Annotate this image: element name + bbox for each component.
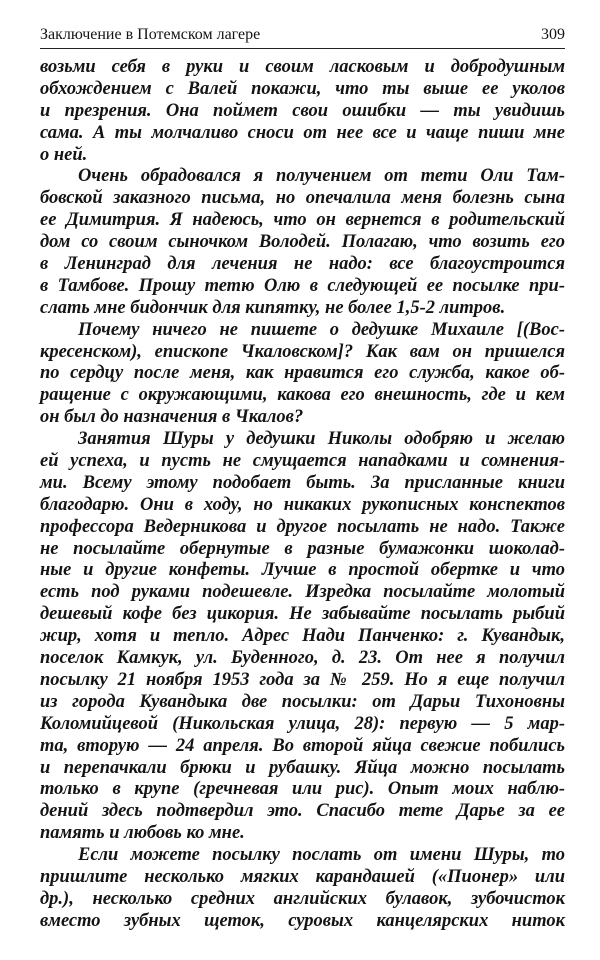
text-line: кресенском), епископе Чкаловском]? Как вам он пришелся (40, 341, 565, 362)
text-line: есть под руками подешевле. Изредка посылайте молотый (40, 582, 565, 603)
running-title: Заключение в Потемском лагере (40, 26, 261, 43)
text-line: та, вторую — 24 апреля. Во второй яйца свежие побились (40, 735, 565, 756)
text-line: дешевый кофе без цикория. Не забывайте посылать рыбий (40, 604, 565, 625)
text-line: бовской заказного письма, но опечалила меня болезнь сына (40, 188, 565, 209)
text-line: и презрения. Она поймет свои ошибки — ты увидишь (40, 100, 565, 121)
page-body (40, 57, 565, 933)
text-line: ращение с окружающими, какова его внешность, где и кем (40, 385, 565, 406)
page-number: 309 (541, 26, 565, 43)
text-line: ми. Всему этому подобает быть. За присланные книги (40, 472, 565, 493)
text-line: жир, хотя и тепло. Адрес Нади Панченко: г. Кувандык, (40, 626, 565, 647)
text-line: посылку 21 ноября 1953 года за № 259. Но я еще получил (40, 669, 565, 690)
paragraph (40, 320, 565, 429)
text-line: Почему ничего не пишете о дедушке Михаиле [(Вос- (78, 319, 565, 340)
text-line: дений здесь подтвердил это. Спасибо тете Дарье за ее (40, 801, 565, 822)
text-line: вместо зубных щеток, суровых канцелярских ниток (40, 910, 565, 931)
text-line: из города Кувандыка две посылки: от Дарьи Тихоновны (40, 691, 565, 712)
text-line: в Ленинград для лечения не надо: все благоустроится (40, 254, 565, 275)
running-header (40, 22, 565, 49)
text-line: по сердцу после меня, как нравится его служба, какое об- (40, 363, 565, 384)
text-line: ее Димитрия. Я надеюсь, что он вернется в родительский (40, 210, 565, 231)
text-line: дом со своим сыночком Володей. Полагаю, что возить его (40, 232, 565, 253)
text-line: Занятия Шуры у дедушки Николы одобряю и желаю (78, 429, 565, 450)
text-line: Коломийцевой (Никольская улица, 28): первую — 5 мар- (40, 713, 565, 734)
text-line: Очень обрадовался я получением от тети Оли Там- (78, 166, 565, 187)
text-line: о ней. (40, 144, 88, 165)
paragraph (40, 845, 565, 933)
paragraph (40, 57, 565, 166)
paragraph (40, 429, 565, 845)
text-line: поселок Камкук, ул. Буденного, д. 23. От нее я получил (40, 648, 565, 669)
text-line: память и любовь ко мне. (40, 823, 245, 844)
text-line: возьми себя в руки и своим ласковым и добродушным (40, 57, 565, 77)
text-line: сама. А ты молчаливо сноси от нее все и чаще пиши мне (40, 122, 565, 143)
text-line: обхождением с Валей покажи, что ты выше ее уколов (40, 78, 565, 99)
text-line: и перепачкали брюки и рубашку. Яйца можно посылать (40, 757, 565, 778)
text-line: профессора Ведерникова и другое посылать не надо. Также (40, 516, 565, 537)
text-line: Если можете посылку послать от имени Шуры, то (78, 845, 565, 866)
text-line: др.), несколько средних английских булавок, зубочисток (40, 888, 565, 909)
text-line: ей успеха, и пусть не смущается нападками и сомнения- (40, 451, 565, 472)
text-line: ные и другие конфеты. Лучше в простой обертке и что (40, 560, 565, 581)
paragraph (40, 166, 565, 319)
text-line: он был до назначения в Чкалов? (40, 407, 304, 428)
text-line: благодарю. Они в ходу, но никаких рукописных конспектов (40, 494, 565, 515)
text-line: пришлите несколько мягких карандашей («Пионер» или (40, 866, 565, 887)
text-line: слать мне бидончик для кипятку, не более 1,5-2 литров. (40, 297, 506, 318)
text-line: не посылайте обернутые в разные бумажонки шоколад- (40, 538, 565, 559)
text-line: в Тамбове. Прошу тетю Олю в следующей ее посылке при- (40, 275, 565, 296)
text-line: только в крупе (гречневая или рис). Опыт моих наблю- (40, 779, 565, 800)
